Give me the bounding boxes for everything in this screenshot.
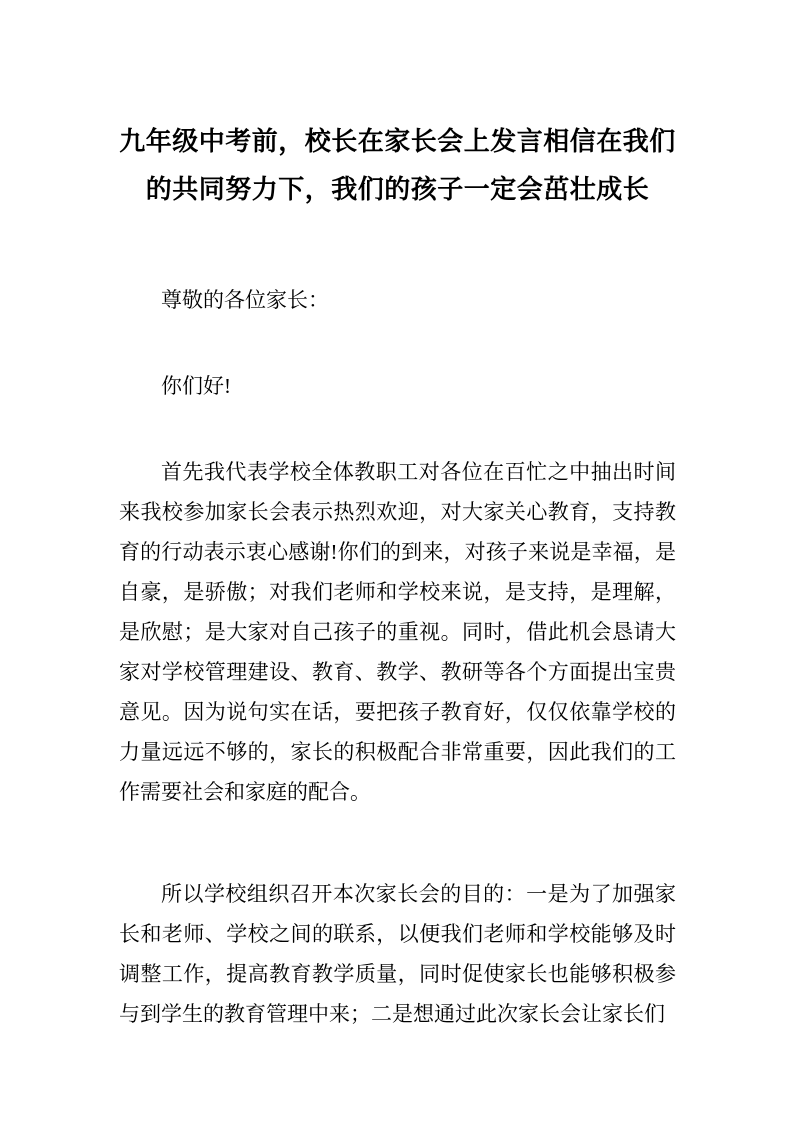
welcome-paragraph: 首先我代表学校全体教职工对各位在百忙之中抽出时间来我校参加家长会表示热烈欢迎，对大家关心教育，支持教育的行动表示衷心感谢!你们的到来，对孩子来说是幸福，是自豪，是骄傲；对我们老师和学校来说，是支持，是理解，是欣慰；是大家对自己孩子的重视。同时，借此机会恳请大家对学校管理建设、教育、教学、教研等各个方面提出宝贵意见。因为说句实在话，要把孩子教育好，仅仅依靠学校的力量远远不够的，家长的积极配合非常重要，因此我们的工作需要社会和家庭的配合。 [119,460,676,804]
document-title: 九年级中考前，校长在家长会上发言相信在我们的共同努力下，我们的孩子一定会茁壮成长 [119,127,676,204]
salutation-paragraph: 尊敬的各位家长： [161,288,329,312]
greeting-paragraph: 你们好! [161,374,231,398]
meeting-purpose-paragraph: 所以学校组织召开本次家长会的目的：一是为了加强家长和老师、学校之间的联系，以便我们老师和学校能够及时调整工作，提高教育教学质量，同时促使家长也能够积极参与到学生的教育管理中来；二是想通过此次家长会让家长们 [119,882,676,1026]
